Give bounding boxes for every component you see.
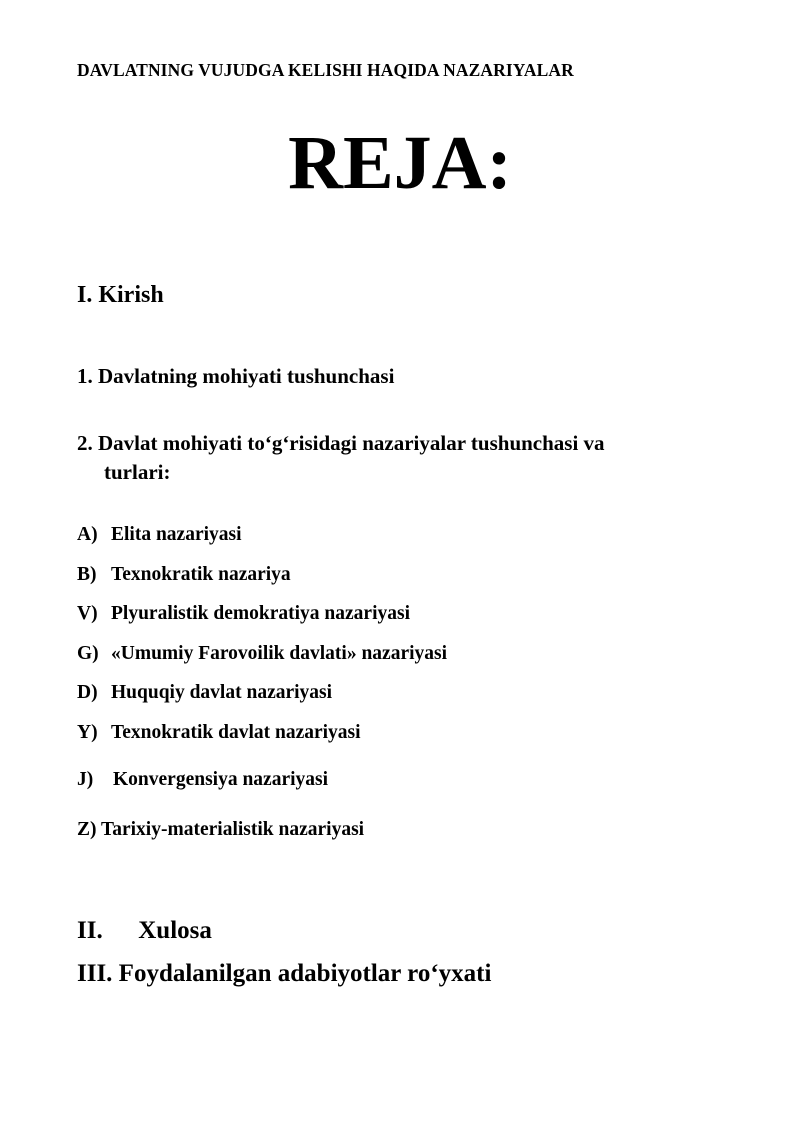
subitem-v [77, 603, 410, 625]
section-number: II. [77, 917, 103, 944]
subitem-z: Z) Tarixiy-materialistik nazariyasi [77, 819, 365, 840]
subitem-a [77, 524, 242, 546]
subitem-d [77, 682, 332, 704]
subitem-text: Elita nazariyasi [111, 524, 242, 545]
subitem-marker: J) [77, 769, 94, 790]
subitem-text: Plyuralistik demokratiya nazariyasi [111, 603, 410, 624]
plan-item-1: 1. Davlatning mohiyati tushunchasi [77, 364, 395, 388]
plan-heading: REJA: [288, 121, 512, 205]
subitem-b [77, 564, 291, 586]
subitem-j [77, 769, 328, 791]
subitem-text: Texnokratik nazariya [111, 564, 291, 585]
subitem-y [77, 722, 361, 744]
plan-item-2: 2. Davlat mohiyati to‘g‘risidagi nazariyalar tushunchasi va [77, 431, 605, 455]
subitem-marker: B) [77, 564, 97, 585]
subitem-marker: Y) [77, 722, 98, 743]
subitem-g [77, 643, 447, 665]
section-references: III. Foydalanilgan adabiyotlar ro‘yxati [77, 960, 492, 987]
subitem-text: Huquqiy davlat nazariyasi [111, 682, 333, 703]
subitem-marker: D) [77, 682, 98, 703]
subitem-text: Texnokratik davlat nazariyasi [111, 722, 361, 743]
subitem-marker: A) [77, 524, 98, 545]
subitem-text: «Umumiy Farovoilik davlati» nazariyasi [111, 643, 448, 664]
section-conclusion [77, 917, 212, 945]
subitem-text: Konvergensiya nazariyasi [113, 769, 329, 790]
section-text: Xulosa [138, 917, 212, 944]
document-title: DAVLATNING VUJUDGA KELISHI HAQIDA NAZARIYALAR [77, 60, 574, 80]
subitem-marker: V) [77, 603, 98, 624]
subitem-marker: G) [77, 643, 99, 664]
plan-item-2-continuation: turlari: [104, 460, 171, 484]
section-intro: I. Kirish [77, 282, 164, 308]
